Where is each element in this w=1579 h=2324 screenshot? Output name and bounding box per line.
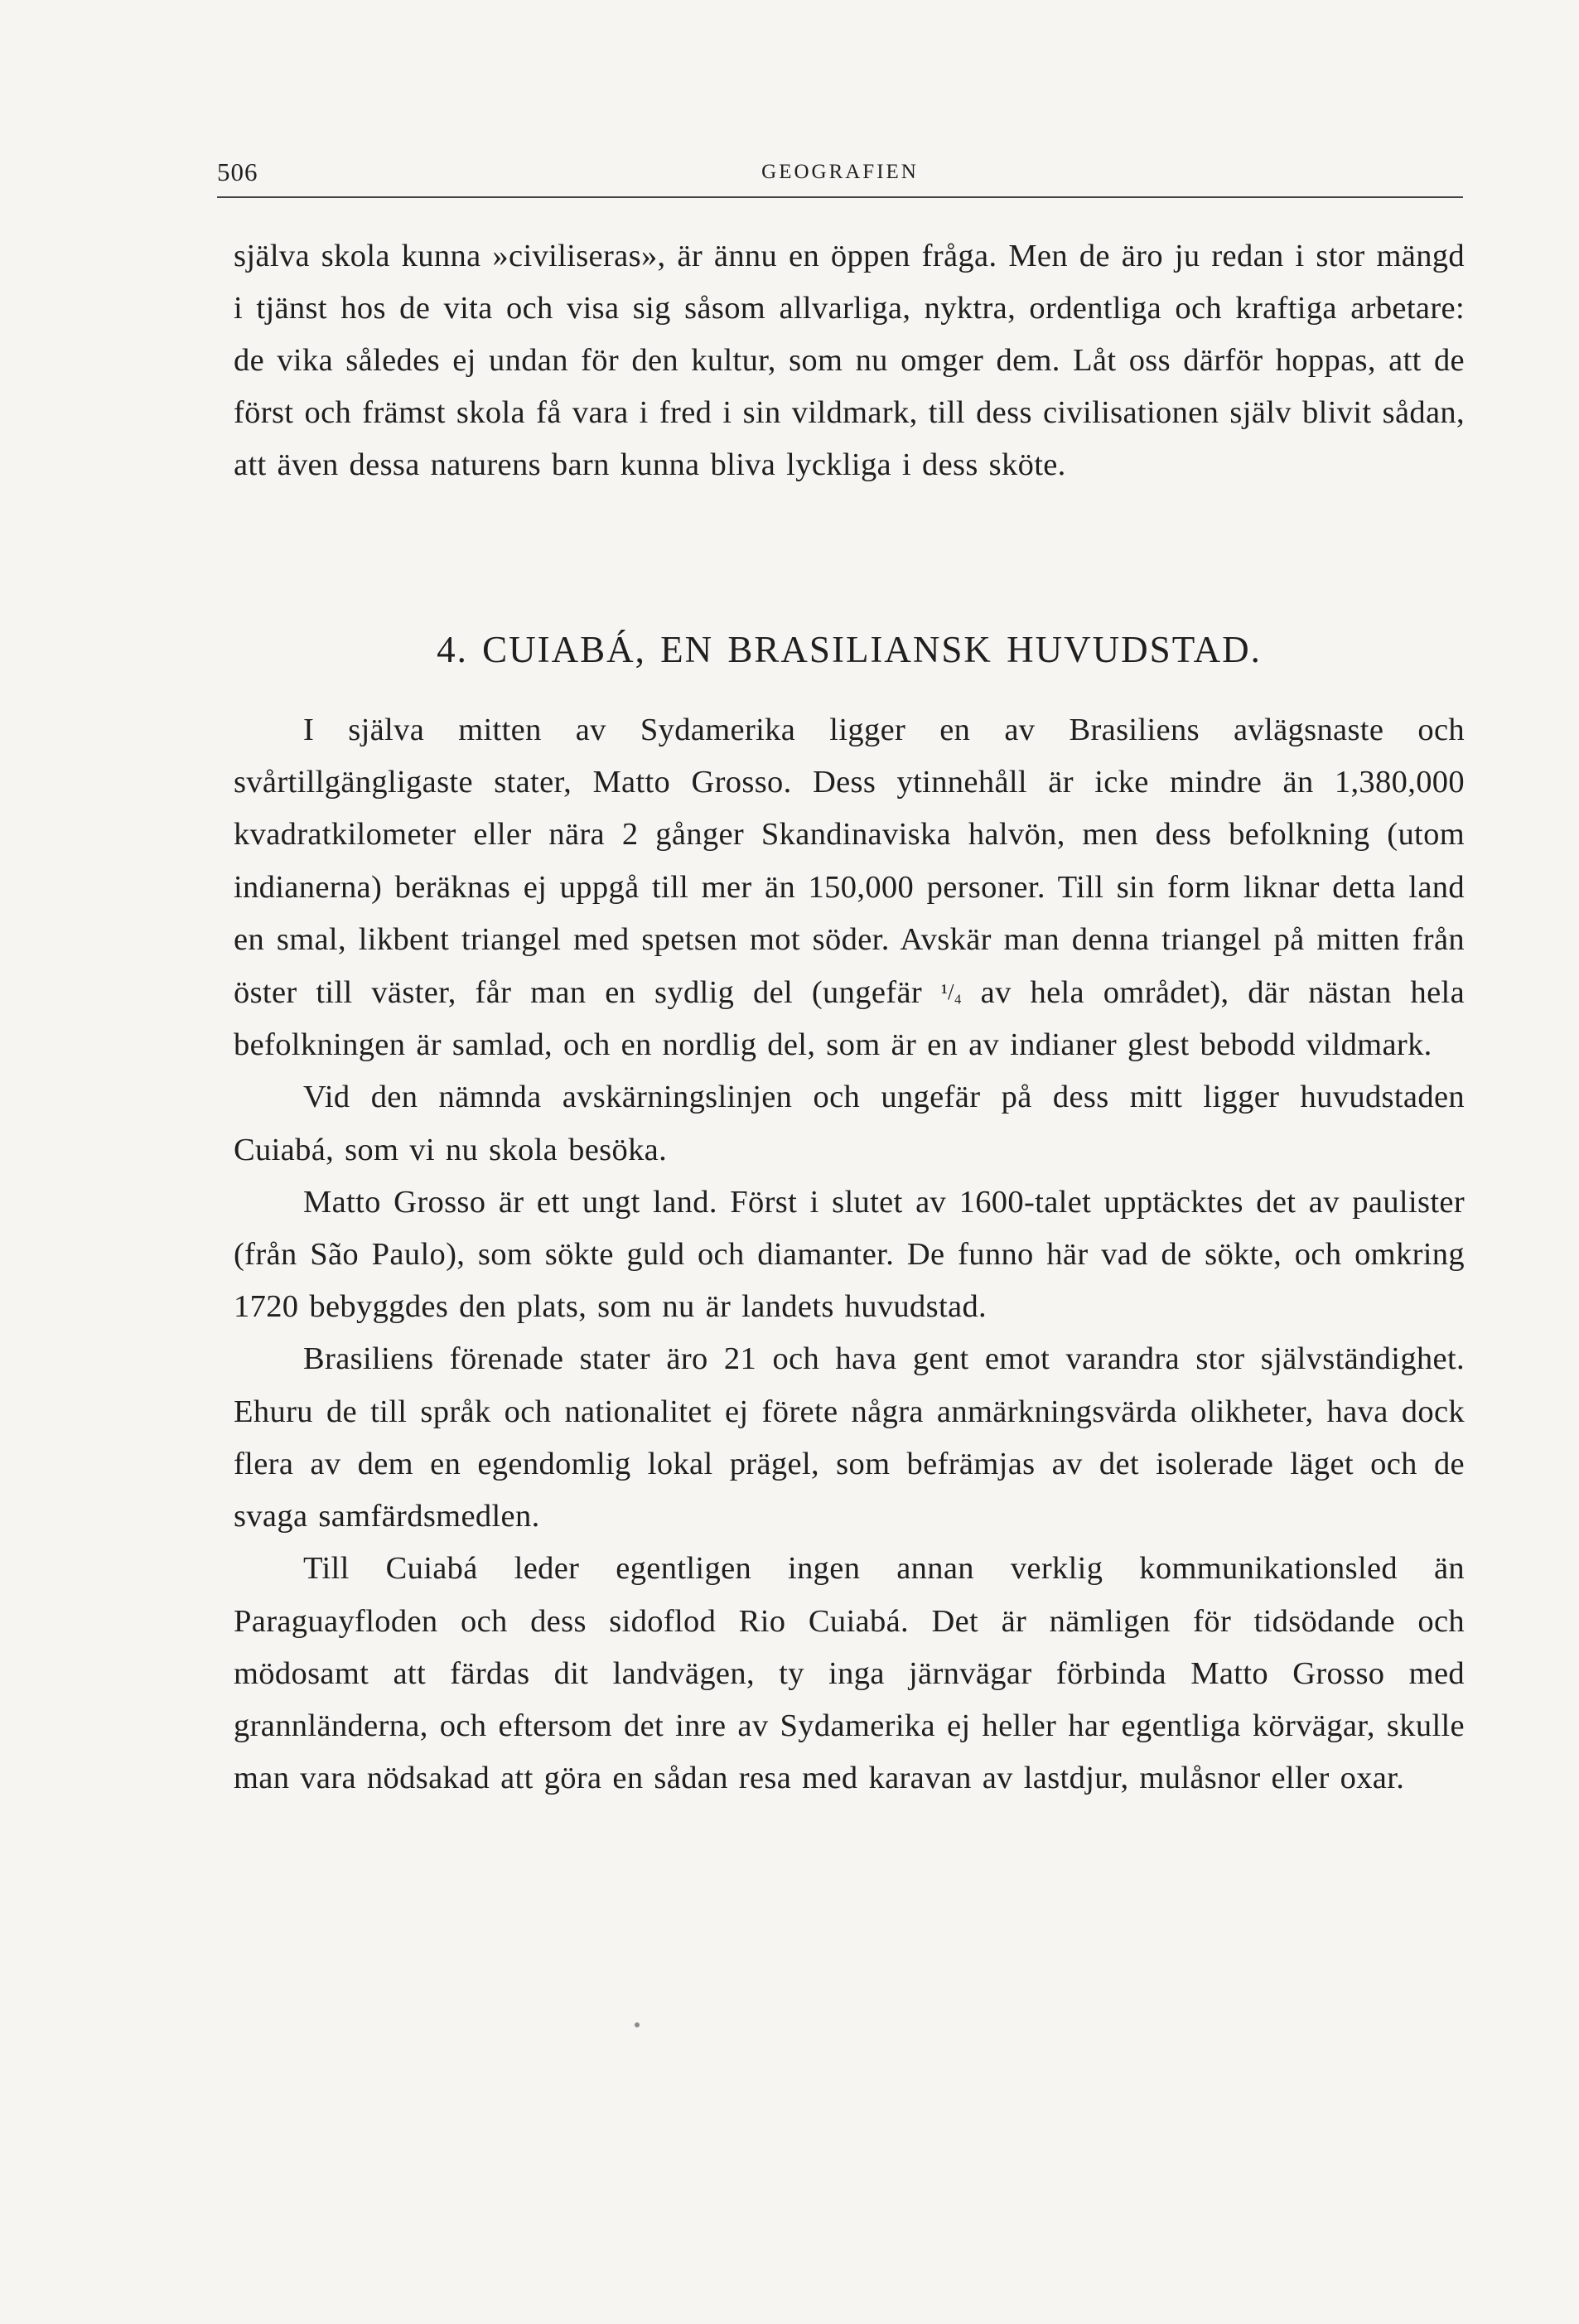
section-body [234, 704, 1465, 1805]
section-paragraph-1 [234, 704, 1465, 1071]
section-paragraph-3: Matto Grosso är ett ungt land. Först i slutet av 1600-talet upptäcktes det av paulister (från São Paulo), som sökte guld och diamanter. De funno här vad de sökte, och omkring 1720 bebyggdes den plats, som nu är landets huvudstad. [234, 1184, 1465, 1325]
page-speck [635, 2022, 640, 2027]
continuation-paragraph: själva skola kunna »civiliseras», är ännu en öppen fråga. Men de äro ju redan i stor mängd i tjänst hos de vita och visa sig såsom allvarliga, nyktra, ordentliga och kraftiga arbetare: de vika således ej undan för den kultur, som nu omger dem. Låt oss därför hoppas, att de först och främst skola få vara i fred i sin vildmark, till dess civilisationen själv blivit sådan, att även dessa naturens barn kunna bliva lyckliga i dess sköte. [234, 239, 1465, 482]
section-paragraph-2: Vid den nämnda avskärningslinjen och ungefär på dess mitt ligger huvudstaden Cuiabá, som vi nu skola besöka. [234, 1080, 1465, 1167]
section-paragraph-4: Brasiliens förenade stater äro 21 och hava gent emot varandra stor självständighet. Ehuru de till språk och nationalitet ej förete några anmärkningsvärda olikheter, hava dock flera av dem en egendomlig lokal prägel, som befrämjas av det isolerade läget och de svaga samfärdsmedlen. [234, 1341, 1465, 1534]
paragraph-1-text-b: av hela området), där nästan hela befolkningen är samlad, och en nordlig del, som är en av indianer glest bebodd vildmark. [234, 975, 1466, 1063]
section-heading: 4. CUIABÁ, EN BRASILIANSK HUVUDSTAD. [437, 629, 1262, 670]
fraction-one-quarter: ¹/₄ [940, 979, 962, 1005]
page-number: 506 [217, 157, 258, 186]
running-title: GEOGRAFIEN [761, 161, 919, 183]
running-head [217, 149, 1463, 199]
continuation-text [234, 230, 1465, 491]
paragraph-1-text-a: I själva mitten av Sydamerika ligger en av Brasiliens avlägsnaste och svårtillgängligaste stater, Matto Grosso. Dess ytinnehåll är icke mindre än 1,380,000 kvadratkilometer eller nära 2 gånger Skandinaviska halvön, men dess befolkning (utom indianerna) beräknas ej uppgå till mer än 150,000 personer. Till sin form liknar detta land en smal, likbent triangel med spetsen mot söder. Avskär man denna triangel på mitten från öster till väster, får man en sydlig del (ungefär [234, 713, 1465, 1011]
header-rule [217, 196, 1463, 198]
section-paragraph-5: Till Cuiabá leder egentligen ingen annan verklig kommunikationsled än Paraguayfloden och dess sidoflod Rio Cuiabá. Det är nämligen för tidsödande och mödosamt att färdas dit landvägen, ty inga järnvägar förbinda Matto Grosso med grannländerna, och eftersom det inre av Sydamerika ej heller har egentliga körvägar, skulle man vara nödsakad att göra en sådan resa med karavan av lastdjur, mulåsnor eller oxar. [234, 1551, 1465, 1796]
